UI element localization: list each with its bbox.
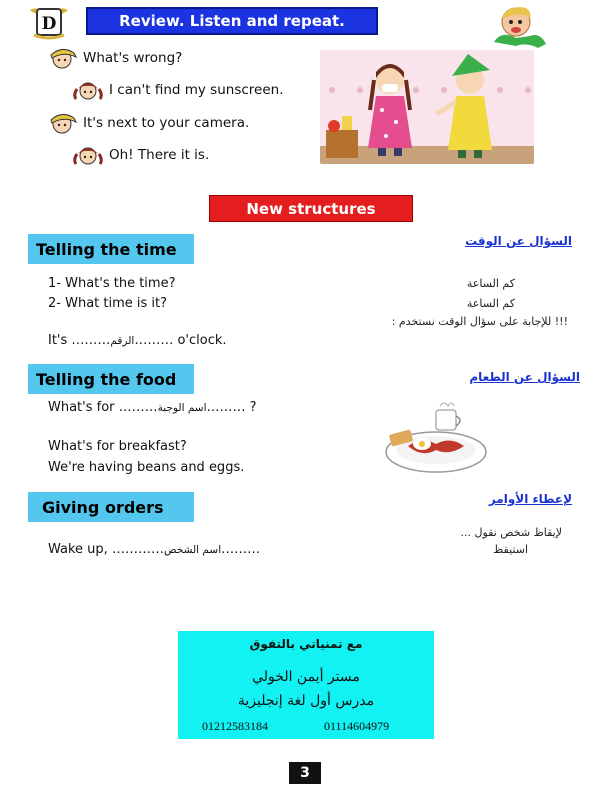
time-arabic-heading: السؤال عن الوقت bbox=[465, 234, 572, 248]
telling-time-label: Telling the time bbox=[36, 239, 177, 259]
time-answer-prefix: It's ……… bbox=[48, 333, 111, 348]
orders-pattern-arabic: اسم الشخص bbox=[163, 544, 222, 556]
time-arabic-q1: كم الساعة bbox=[466, 277, 515, 290]
teacher-card-greeting: مع تمنياتي بالتفوق bbox=[249, 637, 363, 651]
new-structures-title: New structures bbox=[246, 199, 376, 218]
girl-face-icon bbox=[72, 79, 104, 101]
time-answer-arabic: الرقم bbox=[110, 335, 135, 347]
new-structures-bar bbox=[209, 195, 413, 222]
orders-arabic-heading: لإعطاء الأوامر bbox=[488, 492, 572, 506]
teacher-phone-2: 01114604979 bbox=[324, 719, 390, 733]
food-pattern-suffix: ……… ? bbox=[206, 400, 257, 415]
orders-arabic-line-1: لإيقاظ شخص نقول ... bbox=[460, 526, 562, 539]
dialogue-text: What's wrong? bbox=[83, 50, 183, 66]
d-badge-icon bbox=[28, 6, 70, 40]
orders-pattern-suffix: ……… bbox=[221, 542, 261, 557]
teacher-phone-1: 01212583184 bbox=[202, 719, 268, 733]
dialogue-line bbox=[72, 144, 209, 166]
food-pattern-prefix: What's for ……… bbox=[48, 400, 158, 415]
kids-scene-illustration bbox=[320, 50, 534, 164]
dialogue-text: It's next to your camera. bbox=[83, 115, 250, 131]
breakfast-plate-illustration bbox=[378, 398, 488, 478]
boy-face-icon bbox=[46, 47, 78, 69]
food-pattern-arabic: اسم الوجبة bbox=[157, 402, 207, 414]
time-question-2: 2- What time is it? bbox=[48, 296, 168, 311]
review-title: Review. Listen and repeat. bbox=[119, 12, 345, 30]
time-arabic-note: !!! للإجابة على سؤال الوقت نستخدم : bbox=[391, 315, 568, 328]
time-answer-pattern bbox=[48, 333, 227, 348]
girl-face-icon bbox=[72, 144, 104, 166]
time-answer-suffix: ……… o'clock. bbox=[134, 333, 227, 348]
telling-food-label: Telling the food bbox=[36, 369, 177, 389]
orders-pattern-prefix: Wake up, ………… bbox=[48, 542, 164, 557]
dialogue-text: I can't find my sunscreen. bbox=[109, 82, 284, 98]
dialogue-line bbox=[46, 112, 249, 134]
time-arabic-q2: كم الساعة bbox=[466, 297, 515, 310]
page-number: 3 bbox=[289, 762, 321, 784]
review-title-bar bbox=[86, 7, 378, 35]
food-example-question: What's for breakfast? bbox=[48, 439, 187, 454]
dialogue-line bbox=[72, 79, 284, 101]
boy-face-icon bbox=[46, 112, 78, 134]
food-example-answer: We're having beans and eggs. bbox=[48, 460, 245, 475]
teacher-card-name: مستر أيمن الخولي bbox=[252, 669, 360, 685]
giving-orders-label: Giving orders bbox=[42, 497, 164, 517]
food-arabic-heading: السؤال عن الطعام bbox=[469, 370, 580, 384]
dialogue-line bbox=[46, 47, 182, 69]
telling-time-tag bbox=[28, 234, 194, 264]
dialogue-text: Oh! There it is. bbox=[109, 147, 210, 163]
telling-food-tag bbox=[28, 364, 194, 394]
time-question-1: 1- What's the time? bbox=[48, 276, 176, 291]
boy-cartoon-icon bbox=[486, 2, 550, 50]
giving-orders-tag bbox=[28, 492, 194, 522]
orders-pattern bbox=[48, 542, 260, 557]
food-pattern bbox=[48, 400, 257, 415]
teacher-card bbox=[178, 631, 434, 739]
badge-letter: D bbox=[41, 14, 57, 34]
teacher-card-title: مدرس أول لغة إنجليزية bbox=[237, 693, 375, 709]
orders-arabic-line-2: استيقظ bbox=[493, 543, 528, 556]
